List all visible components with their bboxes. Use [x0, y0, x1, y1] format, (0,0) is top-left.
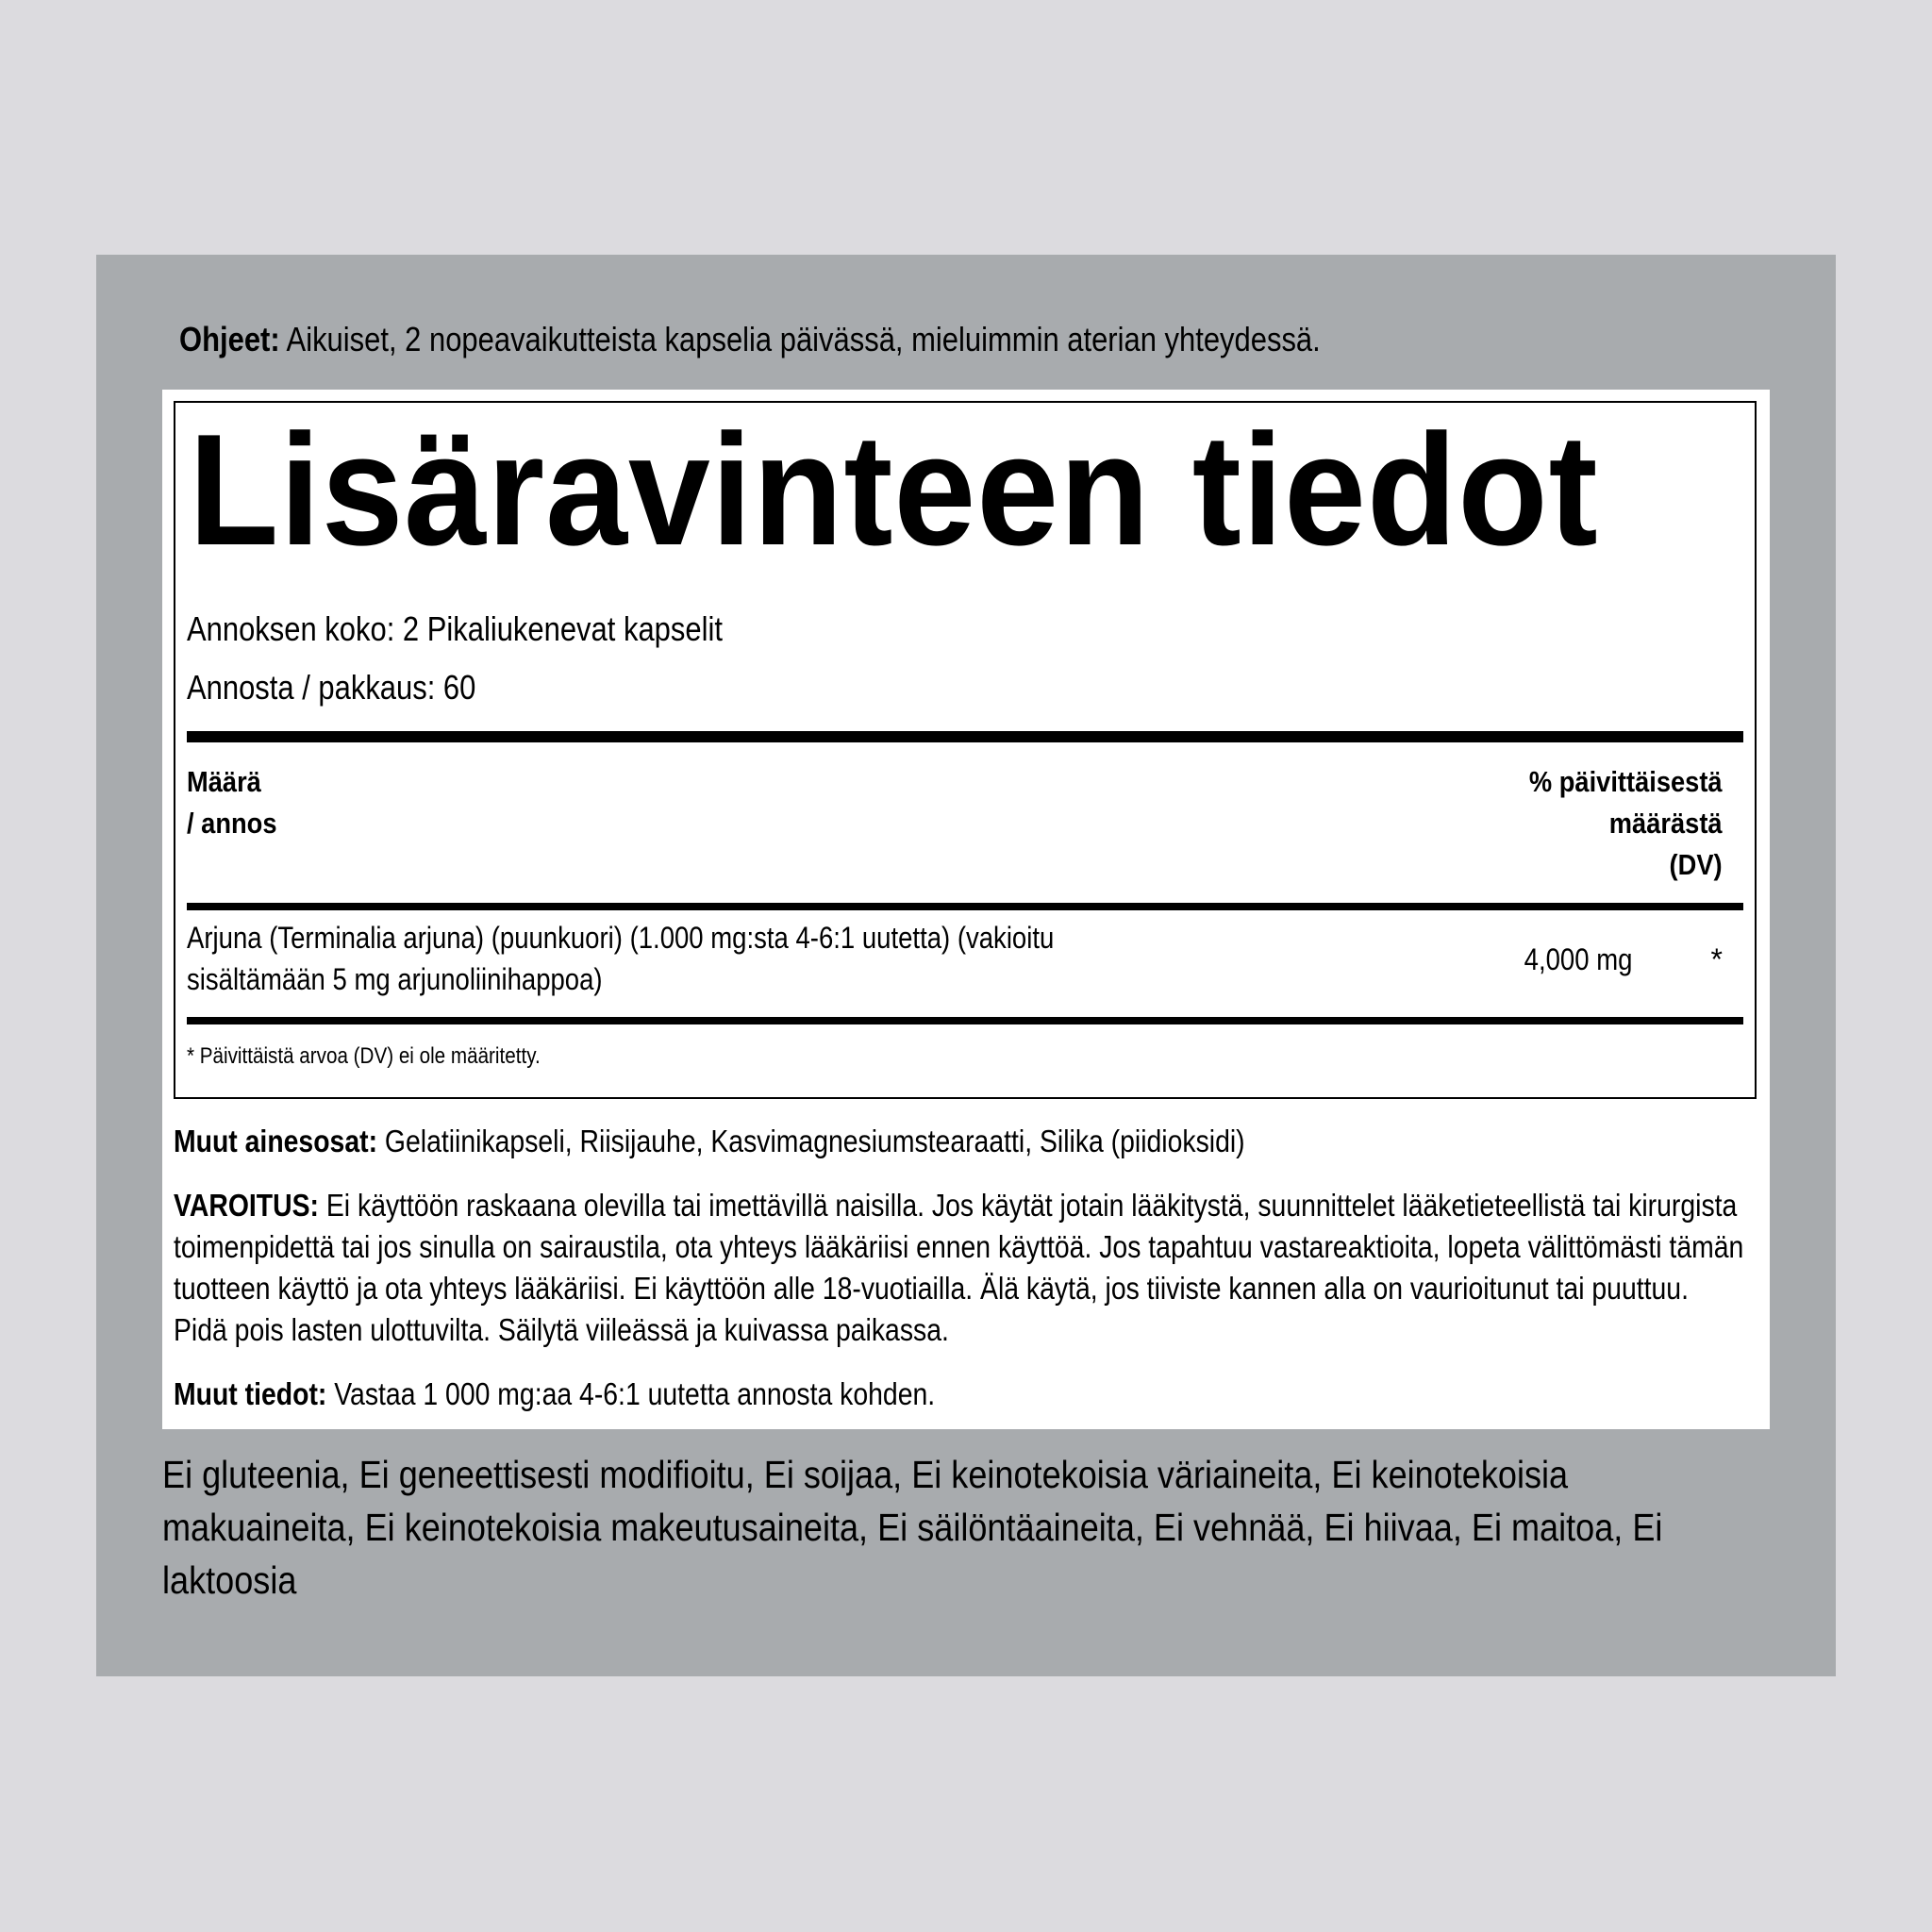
warning-label: VAROITUS:: [174, 1188, 319, 1223]
other-ingredients-text: Gelatiinikapseli, Riisijauhe, Kasvimagnesiumstearaatti, Silika (piidioksidi): [377, 1124, 1245, 1158]
dv-header-line2: määrästä: [1609, 807, 1723, 840]
directions: [179, 315, 1321, 364]
amount-header-line2: / annos: [187, 807, 277, 840]
ingredient-line2: sisältämään 5 mg arjunoliinihappoa): [187, 962, 603, 996]
other-info-text: Vastaa 1 000 mg:aa 4-6:1 uutetta annosta kohden.: [326, 1376, 936, 1411]
other-info-label: Muut tiedot:: [174, 1376, 327, 1411]
thick-divider: [187, 731, 1743, 742]
serving-size: Annoksen koko: 2 Pikaliukenevat kapselit: [187, 609, 723, 648]
daily-value-header: [1529, 761, 1723, 886]
ingredient-name: [187, 917, 1095, 1000]
other-info: [174, 1374, 935, 1415]
directions-label: Ohjeet:: [179, 320, 280, 358]
free-from-statement: Ei gluteenia, Ei geneettisesti modifioitu, Ei soijaa, Ei keinotekoisia väriaineita, Ei keinotekoisia makuaineita, Ei keinotekoisia makeutusaineita, Ei säilöntäaineita, Ei vehnää, Ei hiivaa, Ei maitoa, Ei laktoosia: [162, 1453, 1663, 1602]
dv-header-line3: (DV): [1669, 848, 1723, 881]
other-ingredients: [174, 1121, 1245, 1162]
medium-divider: [187, 903, 1743, 910]
ingredient-amount: 4,000 mg: [1524, 942, 1632, 976]
bottom-divider: [187, 1017, 1743, 1024]
dv-footnote: * Päivittäistä arvoa (DV) ei ole määritetty.: [187, 1043, 541, 1069]
ingredient-dv: *: [1710, 942, 1723, 976]
servings-per-container: Annosta / pakkaus: 60: [187, 668, 476, 707]
warning: [174, 1185, 1747, 1351]
amount-header-line1: Määrä: [187, 765, 261, 798]
supplement-facts-title: Lisäravinteen tiedot: [189, 401, 1599, 578]
dv-header-line1: % päivittäisestä: [1529, 765, 1723, 798]
warning-text: Ei käyttöön raskaana olevilla tai imettävillä naisilla. Jos käytät jotain lääkitystä, suunnittelet lääketieteellistä tai kirurgista toimenpidettä tai jos sinulla on sairaustila, ota yhteys lääkäriisi ennen käyttöä. Jos tapahtuu vastareaktioita, lopeta välittömästi tämän tuotteen käyttö ja ota yhteys lääkäriisi. Ei käyttöön alle 18-vuotiailla. Älä käytä, jos tiiviste kannen alla on vaurioitunut tai puuttuu. Pidä pois lasten ulottuvilta. Säilytä viileässä ja kuivassa paikassa.: [174, 1188, 1744, 1347]
directions-text: Aikuiset, 2 nopeavaikutteista kapselia päivässä, mieluimmin aterian yhteydessä.: [279, 320, 1321, 358]
ingredient-line1: Arjuna (Terminalia arjuna) (puunkuori) (1.000 mg:sta 4-6:1 uutetta) (vakioitu: [187, 921, 1055, 955]
supplement-facts-box: [174, 401, 1757, 1099]
amount-per-serving-header: [187, 761, 276, 844]
other-ingredients-label: Muut ainesosat:: [174, 1124, 378, 1158]
